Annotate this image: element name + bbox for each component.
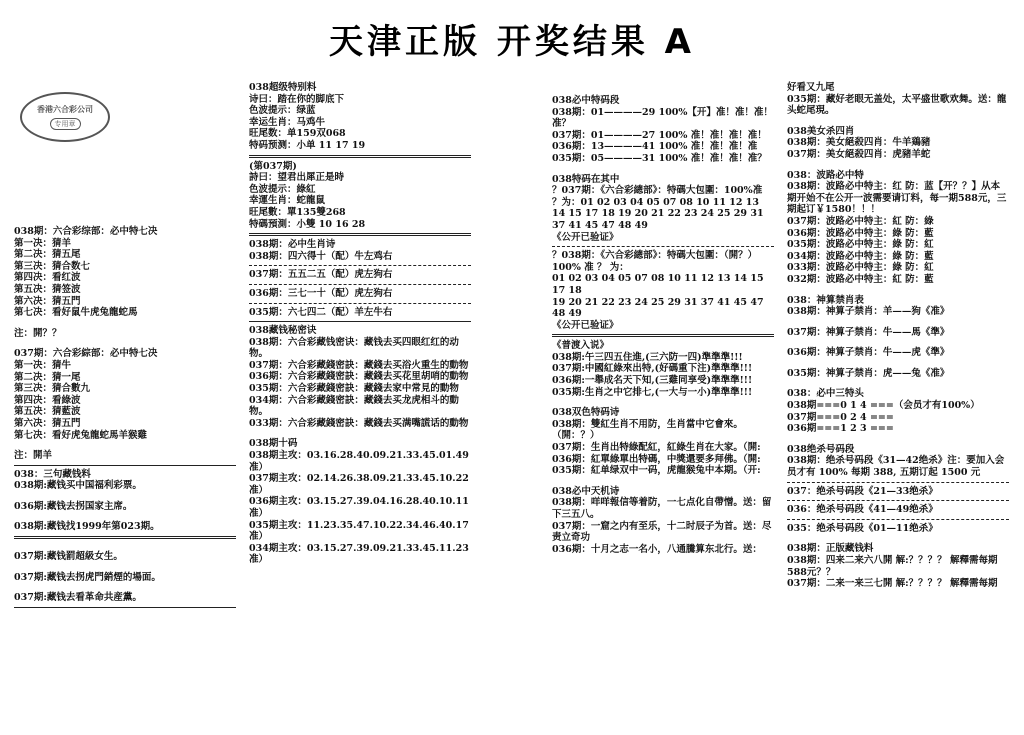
col2-line: 幸运生肖：马鸡牛: [249, 116, 326, 128]
col4-line: 037期：神算子禁肖：牛——馬《準》: [787, 326, 950, 338]
col2-line: 特码预测：小单 11 17 19: [249, 139, 366, 151]
col3-line: 038期:午三四五住進,(三六防一四)準準準!!!: [552, 351, 743, 363]
dashed-divider: [552, 246, 774, 247]
col3-line: 038必中天机诗: [552, 485, 620, 497]
col1-line: 第六决：猜五門: [14, 295, 81, 307]
col1-line: 037期:藏钱去看革命共産黨。: [14, 592, 142, 604]
col1-line: 038期:藏钱找1999年第023期。: [14, 521, 160, 533]
col2-line: 幸運生肖：蛇龍鼠: [249, 195, 326, 207]
col4-line: 037期：二来一来三七開 解:？？？？ 解釋需每期: [787, 578, 998, 590]
col1-line: 第六决：猜五門: [14, 417, 81, 429]
col3-line: 036期：13————41 100% 准！准！准！准: [552, 141, 758, 153]
col2-line: 旺尾數：單135雙268: [249, 206, 346, 218]
col2-line: 038期：四六得十（配）牛左鸡右: [249, 250, 393, 262]
col2-line: 038期：六合彩藏钱密诀：藏钱去买四眼红红的动物。: [249, 336, 459, 360]
col1-line: 第二决：猜五尾: [14, 249, 81, 261]
company-seal: [20, 92, 110, 142]
col3-line: ？为：01 02 03 04 05 07 08 10 11 12 13 14 15 17 18 19 20 21 22 23 24 25 29 31 37 41 45 47 48 49: [552, 196, 764, 231]
col3-line: 036期:一舉成名天下知,(三雞同享受)準準準!!!: [552, 375, 753, 387]
col1-line: 第二决：猜一尾: [14, 371, 81, 383]
col3-line: 037期：一窟之内有至乐，十二时辰子为首。送：尽责立奇功: [552, 520, 772, 544]
col2-line: 033期：六合彩藏錢密訣：藏錢去买满嘴謊话的動物: [249, 417, 469, 429]
col2-line: 037期：五五二五（配）虎左狗右: [249, 269, 393, 281]
col4-line: 038期：正版藏钱料: [787, 543, 874, 555]
col4-line: 038期：美女絕殺四肖：牛羊鶏豬: [787, 137, 931, 149]
col4-line: 037期：波路必中特主：紅 防：綠: [787, 215, 934, 227]
col1-line: 第五决：猜藍波: [14, 406, 81, 418]
col4-line: 038：神算禁肖表: [787, 294, 864, 306]
spacer: [14, 542, 236, 551]
col3-line: 035期:生肖之中它排七,(一大与一小)準準準!!!: [552, 386, 753, 398]
col1-line: 第一决：猜牛: [14, 359, 72, 371]
col2-line: 旺尾数：单159双068: [249, 128, 346, 140]
column-1: [14, 226, 236, 611]
col3-line: 038双色特码诗: [552, 407, 620, 419]
col3-line: ？037期：《六合彩總部》：特碼大包圍：100%准: [552, 185, 763, 197]
col3-line: 035期：05————31 100% 准！准！准！准？: [552, 152, 767, 164]
col4-line: 036期===1 2 3 ===: [787, 423, 894, 435]
col2-line: 038藏钱秘密诀: [249, 325, 317, 337]
column-3: [552, 95, 774, 555]
col4-line: 036期：波路必中特主：綠 防：藍: [787, 227, 934, 239]
col4-line: 034期：波路必中特主：綠 防：藍: [787, 250, 934, 262]
col1-line: 037期:藏钱罰超級女生。: [14, 551, 123, 563]
col4-line: 035：绝杀号码段《01—11绝杀》: [787, 522, 938, 534]
col3-line: 037期:中國紅綠來出特,(好碼重下注)準準準!!!: [552, 363, 753, 375]
col1-line: 038：三句藏钱料: [14, 468, 91, 480]
col4-line: 037期：美女絕殺四肖：虎豬羊蛇: [787, 148, 931, 160]
col1-line: 036期:藏钱去拐国家主席。: [14, 500, 133, 512]
double-divider: [14, 536, 236, 539]
col4-line: 038绝杀号码段: [787, 443, 855, 455]
col2-line: 035期主攻：11.23.35.47.10.22.34.46.40.17准）: [249, 519, 469, 543]
col1-line: 038期：六合彩综部：必中特七决: [14, 226, 158, 237]
col2-line: 034期：六合彩藏錢密訣：藏錢去买龙虎相斗的動物。: [249, 394, 459, 418]
spacer: [552, 477, 774, 486]
col3-line: 038特码在其中: [552, 173, 620, 185]
col3-line: 036期：十月之志一名小，八通騰算东北行。送：: [552, 543, 762, 555]
col4-line: 037：绝杀号码段《21—33绝杀》: [787, 485, 938, 497]
dashed-divider: [249, 284, 471, 285]
col4-line: 032期：波路必中特主：紅 防：藍: [787, 273, 934, 285]
col2-line: 色波提示：绿蓝: [249, 105, 316, 117]
col1-line: 037期:藏钱去拐虎門銷煙的場面。: [14, 571, 161, 583]
col2-line: 036期：三七一十（配）虎左狗右: [249, 287, 393, 299]
col3-line: 038期：01————29 100%【开】准！准！准！准？: [552, 106, 773, 130]
col1-line: 第三决：猜合數九: [14, 383, 91, 395]
double-divider: [552, 334, 774, 337]
col3-line: 036期：紅單綠單出特碼，中獎還要多拜佛。（開:: [552, 453, 761, 465]
col4-line: 036期：神算子禁肖：牛——虎《準》: [787, 347, 950, 359]
spacer: [14, 563, 236, 572]
double-divider: [249, 233, 471, 236]
col3-line: 01 02 03 04 05 07 08 10 11 12 13 14 15 17 18: [552, 273, 764, 296]
col2-line: 035期：六合彩藏錢密訣：藏錢去家中常見的動物: [249, 383, 459, 395]
col4-line: 033期：波路必中特主：綠 防：紅: [787, 262, 934, 274]
col2-line: 038超级特别料: [249, 82, 317, 93]
dashed-divider: [787, 500, 1009, 501]
dashed-divider: [249, 303, 471, 304]
spacer: [787, 117, 1009, 126]
spacer: [552, 165, 774, 174]
dashed-divider: [787, 482, 1009, 483]
col4-line: 038期：绝杀号码段《31—42绝杀》注：要加入会员才有 100% 每期 388, 五期订起 1500 元: [787, 455, 1005, 479]
col2-line: 037期主攻：02.14.26.38.09.21.33.45.10.22准）: [249, 473, 469, 496]
col4-line: 好看又九尾: [787, 82, 835, 93]
col2-line: 詩曰：望君出犀正是時: [249, 172, 345, 184]
col4-line: 037期===0 2 4 ===: [787, 411, 894, 423]
divider: [14, 465, 236, 466]
spacer: [787, 435, 1009, 444]
col3-line: 19 20 21 22 23 24 25 29 31 37 41 45 47 48 49: [552, 296, 764, 320]
col4-line: 036：绝杀号码段《41—49绝杀》: [787, 504, 938, 516]
spacer: [787, 338, 1009, 347]
col4-line: 035期：藏好老眼无盖处，太平盛世歌欢舞。送：龍头蛇尾現。: [787, 93, 1007, 117]
col3-line: 《公开已验证》: [552, 319, 619, 331]
col1-line: 第四决：看綠波: [14, 394, 81, 406]
spacer: [14, 492, 236, 501]
col3-line: 038期：雙紅生肖不用防，生肖當中它會來。（開：？）: [552, 418, 743, 442]
spacer: [787, 318, 1009, 327]
col2-line: 特碼預測：小雙 10 16 28: [249, 218, 366, 230]
spacer: [787, 359, 1009, 368]
double-divider: [249, 155, 471, 158]
col2-line: 034期主攻：03.15.27.39.09.21.33.45.11.23准）: [249, 542, 469, 566]
page-title: 天津正版 开奖结果 A: [329, 22, 695, 62]
col2-line: 035期：六七四二（配）羊左牛右: [249, 306, 393, 318]
col3-line: 037期：01————27 100% 准！准！准！准！: [552, 129, 767, 141]
col1-line: 第七决：看好虎兔龍蛇馬羊猴雞: [14, 429, 148, 441]
col2-line: 038期：必中生肖诗: [249, 239, 336, 251]
divider: [249, 321, 471, 322]
col2-line: 诗曰：踏在你的脚底下: [249, 93, 345, 105]
column-4: [787, 82, 1009, 590]
col2-line: 色波提示：綠紅: [249, 183, 316, 195]
col1-line: 第七决：看好鼠牛虎兔龍蛇馬: [14, 307, 138, 319]
col4-line: 038期：神算子禁肖：羊——狗《准》: [787, 306, 950, 318]
col4-line: 038美女杀四肖: [787, 125, 855, 137]
col2-line: 036期主攻：03.15.27.39.04.16.28.40.10.11准）: [249, 496, 469, 519]
col1-line: 注：開羊: [14, 450, 53, 462]
spacer: [787, 161, 1009, 170]
col2-line: 038期十码: [249, 438, 298, 450]
col4-line: 038期===0 1 4 ===（会员才有100%）: [787, 400, 980, 412]
seal-name: 香港六合彩公司: [37, 105, 93, 114]
spacer: [14, 441, 236, 450]
spacer: [787, 286, 1009, 295]
col4-line: 038：必中三特头: [787, 388, 864, 400]
divider: [14, 607, 236, 608]
col3-line: 《普渡入说》: [552, 340, 610, 352]
col4-line: 038：波路必中特: [787, 169, 864, 181]
col3-line: 《公开已验证》: [552, 231, 619, 243]
col2-line: (第037期): [249, 160, 297, 172]
col4-line: 035期：波路必中特主：綠 防：紅: [787, 239, 934, 251]
spacer: [14, 583, 236, 592]
spacer: [552, 398, 774, 407]
col3-line: 037期：生肖出特綠配紅，紅綠生肖在大家。（開:: [552, 442, 761, 454]
col3-line: 038期：咩咩報信等着防，一七点化自帶憎。送：留下三五八。: [552, 497, 772, 520]
dashed-divider: [787, 519, 1009, 520]
col1-line: 注：開？？: [14, 327, 62, 339]
col3-line: 038必中特码段: [552, 95, 620, 106]
col3-line: ？038期：《六合彩總部》：特碼大包圍：（開？）100% 准 ？ 为：: [552, 250, 758, 273]
col1-line: 第五决：猜签波: [14, 283, 81, 295]
col4-line: 038期：波路必中特主：红 防：蓝【开？？】从本期开始不在公开一波需要请订料，每一期588元，三期起订￥1580！！！: [787, 181, 1007, 216]
seal-subtitle: 专用章: [50, 118, 81, 130]
spacer: [14, 319, 236, 328]
col2-line: 037期：六合彩藏錢密訣：藏錢去买浴火重生的動物: [249, 359, 469, 371]
col1-line: 037期：六合彩綜部：必中特七决: [14, 348, 158, 360]
col1-line: 038期:藏钱买中国福利彩票。: [14, 480, 142, 492]
col2-line: 036期：六合彩藏錢密訣：藏錢去买花里胡哨的動物: [249, 371, 469, 383]
col4-line: 038期：四来二来六八開 解:？？？？ 解釋需每期588元？？: [787, 555, 998, 578]
spacer: [14, 339, 236, 348]
column-2: [249, 82, 471, 566]
col1-line: 第四决：看红波: [14, 272, 81, 284]
col3-line: 035期：紅单绿双中一码，虎龍猴兔中本期。（开:: [552, 465, 761, 477]
col2-line: 038期主攻：03.16.28.40.09.21.33.45.01.49准）: [249, 450, 469, 473]
dashed-divider: [249, 265, 471, 266]
col4-line: 035期：神算子禁肖：虎——兔《准》: [787, 367, 950, 379]
col1-line: 第三决：猜合数七: [14, 260, 91, 272]
col1-line: 第一决：猜羊: [14, 237, 72, 249]
